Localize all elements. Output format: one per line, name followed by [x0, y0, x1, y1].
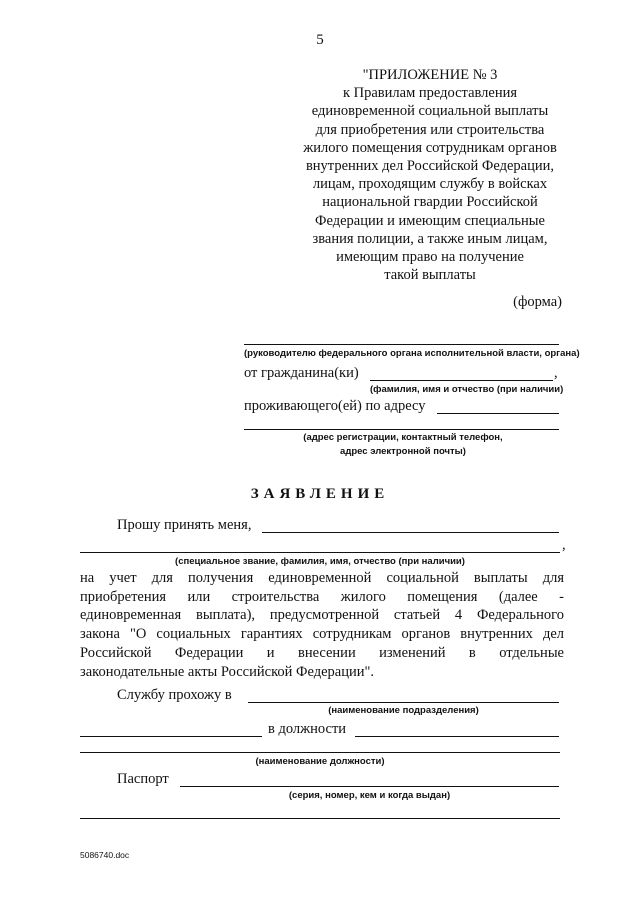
appendix-line: звания полиции, а также иным лицам,: [312, 230, 548, 247]
appendix-line: "ПРИЛОЖЕНИЕ № 3: [362, 67, 498, 83]
form-label: (форма): [513, 294, 562, 310]
appendix-line: лицам, проходящим службу в войсках: [312, 176, 548, 193]
statement-title: ЗАЯВЛЕНИЕ: [250, 486, 390, 502]
request-comma: ,: [562, 537, 566, 553]
appendix-line: жилого помещения сотрудникам органов: [303, 139, 557, 156]
statement-body: [80, 569, 564, 681]
address-caption: адрес электронной почты): [340, 446, 466, 457]
addressee-head-field[interactable]: [244, 344, 559, 345]
page-number: 5: [316, 32, 324, 48]
address-field-1[interactable]: [437, 413, 559, 414]
from-citizen-label: от гражданина(ки): [244, 365, 359, 381]
appendix-line: внутренних дел Российской Федерации,: [305, 158, 555, 175]
address-caption: (адрес регистрации, контактный телефон,: [303, 432, 503, 443]
from-citizen-field[interactable]: [370, 380, 553, 381]
residing-label: проживающего(ей) по адресу: [244, 398, 426, 414]
appendix-line: имеющим право на получение: [336, 249, 524, 266]
body-line: законодательные акты Российской Федерации".: [80, 663, 375, 680]
appendix-header: [280, 66, 580, 284]
document-filename: 5086740.doc: [80, 850, 130, 860]
body-line: единовременная выплата), предусмотренной статьей 4 Федерального: [80, 607, 564, 624]
appendix-line: Федерации и имеющим специальные: [315, 212, 545, 229]
position-label: в должности: [268, 721, 347, 737]
position-field-1[interactable]: [355, 736, 559, 737]
body-line: Российской Федерации и внесении изменений в отдельные: [80, 644, 564, 661]
request-field-1[interactable]: [262, 532, 559, 533]
addressee-head-caption: (руководителю федерального органа исполнительной власти, органа): [244, 348, 580, 359]
passport-field-2[interactable]: [80, 818, 560, 819]
request-caption: (специальное звание, фамилия, имя, отчество (при наличии): [175, 556, 465, 567]
passport-field-1[interactable]: [180, 786, 559, 787]
appendix-line: к Правилам предоставления: [342, 85, 518, 102]
service-unit-caption: (наименование подразделения): [328, 705, 479, 716]
appendix-line: единовременной социальной выплаты: [311, 103, 549, 120]
passport-label: Паспорт: [117, 771, 169, 787]
service-label: Службу прохожу в: [117, 687, 232, 703]
position-field-2[interactable]: [80, 752, 560, 753]
body-line: закона "О социальных гарантиях сотрудникам органов внутренних дел: [80, 626, 564, 643]
appendix-line: национальной гвардии Российской: [322, 194, 538, 211]
request-field-2[interactable]: [80, 552, 560, 553]
name-caption: (фамилия, имя и отчество (при наличии): [370, 384, 564, 395]
from-citizen-comma: ,: [554, 365, 558, 381]
body-line: на учет для получения единовременной социальной выплаты для: [80, 570, 564, 586]
appendix-line: для приобретения или строительства: [315, 121, 545, 138]
request-label: Прошу принять меня,: [117, 517, 252, 533]
service-unit-field[interactable]: [248, 702, 559, 703]
appendix-line: такой выплаты: [384, 267, 476, 284]
address-field-2[interactable]: [244, 429, 559, 430]
passport-caption: (серия, номер, кем и когда выдан): [288, 790, 451, 801]
body-line: приобретения или строительства жилого помещения (далее -: [80, 588, 564, 605]
position-caption: (наименование должности): [255, 756, 385, 767]
service-unit-field-cont[interactable]: [80, 736, 262, 737]
